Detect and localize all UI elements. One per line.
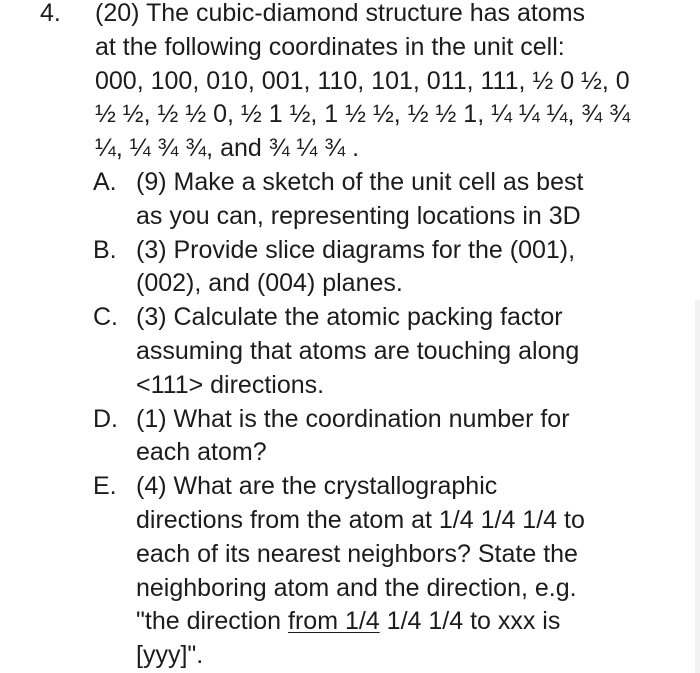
problem-4 bbox=[40, 0, 690, 673]
subquestion-line: (3) Provide slice diagrams for the (001), bbox=[136, 235, 576, 264]
subquestion-text bbox=[136, 403, 690, 471]
subquestion-line: <111> directions. bbox=[136, 370, 325, 399]
subquestion-letter: A. bbox=[93, 167, 117, 196]
example-underlined-text: from 1/4 bbox=[288, 607, 380, 636]
subquestion-line: each atom? bbox=[136, 438, 267, 467]
subquestion-line: each of its nearest neighbors? State the bbox=[136, 539, 578, 568]
subquestion-letter: E. bbox=[93, 472, 117, 501]
problem-line: ¼, ¼ ¾ ¾, and ¾ ¼ ¾ . bbox=[95, 134, 360, 163]
subquestion-line: (002), and (004) planes. bbox=[136, 269, 403, 298]
subquestion-text bbox=[136, 234, 690, 302]
subquestion-line: as you can, representing locations in 3D bbox=[136, 201, 581, 230]
problem-line: (20) The cubic-diamond structure has atoms bbox=[95, 0, 586, 27]
subquestion-line: (4) What are the crystallographic bbox=[136, 472, 498, 501]
subquestion-d bbox=[93, 403, 690, 471]
problem-line: 000, 100, 010, 001, 110, 101, 011, 111, ½ 0 ½, 0 bbox=[95, 66, 630, 95]
subquestion-closing-line: [yyy]". bbox=[136, 641, 204, 670]
scrollbar-track[interactable] bbox=[695, 300, 700, 673]
subquestions-list bbox=[93, 166, 690, 673]
subquestion-a bbox=[93, 166, 690, 234]
problem-line: at the following coordinates in the unit cell: bbox=[95, 32, 565, 61]
subquestion-line: (3) Calculate the atomic packing factor bbox=[136, 303, 563, 332]
subquestion-letter: D. bbox=[93, 404, 118, 433]
subquestion-example-line bbox=[136, 605, 690, 639]
subquestion-line: (1) What is the coordination number for bbox=[136, 404, 570, 433]
problem-line: ½ ½, ½ ½ 0, ½ 1 ½, 1 ½ ½, ½ ½ 1, ¼ ¼ ¼, ¾ ¾ bbox=[95, 100, 631, 129]
subquestion-text bbox=[136, 166, 690, 234]
problem-text bbox=[95, 0, 690, 166]
subquestion-c bbox=[93, 301, 690, 402]
subquestion-line: neighboring atom and the direction, e.g. bbox=[136, 573, 577, 602]
example-prefix: "the direction bbox=[136, 607, 289, 636]
subquestion-line: assuming that atoms are touching along bbox=[136, 336, 580, 365]
subquestion-line: directions from the atom at 1/4 1/4 1/4 to bbox=[136, 505, 585, 534]
problem-statement bbox=[40, 0, 690, 166]
subquestion-text bbox=[136, 301, 690, 402]
subquestion-b bbox=[93, 234, 690, 302]
subquestion-letter: B. bbox=[93, 235, 117, 264]
subquestion-text bbox=[136, 470, 690, 673]
example-suffix: 1/4 1/4 to xxx is bbox=[379, 607, 561, 636]
subquestion-line: (9) Make a sketch of the unit cell as best bbox=[136, 167, 584, 196]
subquestion-e bbox=[93, 470, 690, 673]
problem-number: 4. bbox=[40, 0, 61, 27]
subquestion-letter: C. bbox=[93, 303, 118, 332]
